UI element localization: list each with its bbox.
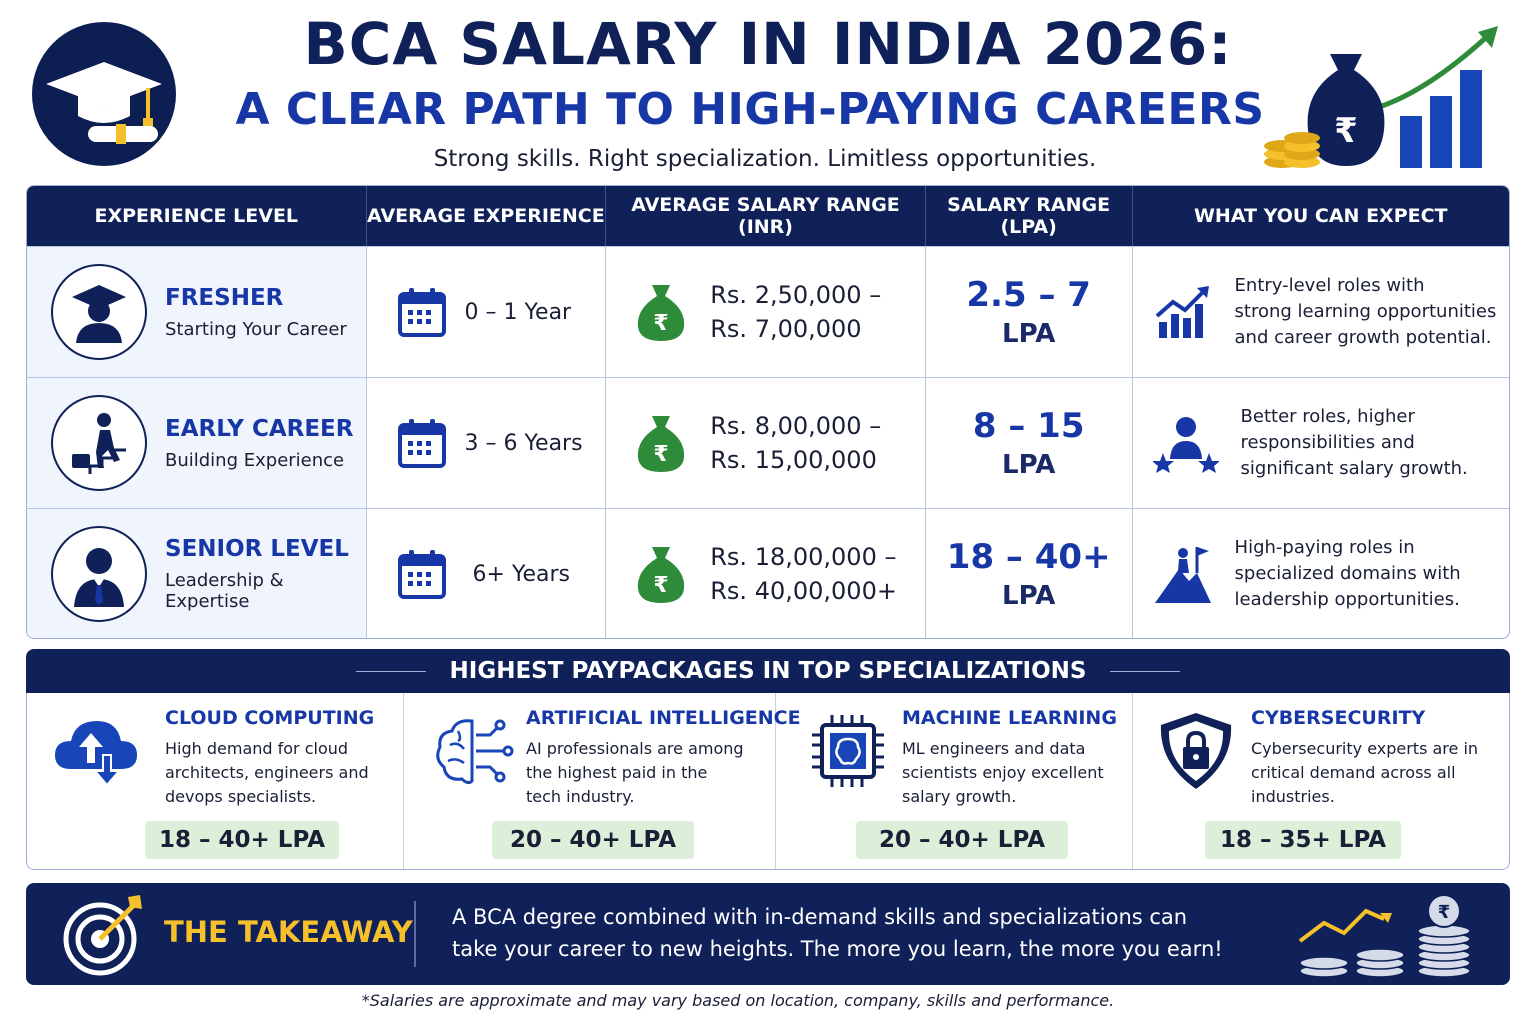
specialization-name: ARTIFICIAL INTELLIGENCE bbox=[526, 707, 801, 729]
table-row bbox=[27, 508, 1509, 639]
specialization-name: CYBERSECURITY bbox=[1251, 707, 1426, 729]
header-divider bbox=[1110, 671, 1180, 672]
page-subtitle-heading: A CLEAR PATH TO HIGH-PAYING CAREERS bbox=[235, 84, 1265, 135]
salary-min: Rs. 8,00,000 – bbox=[710, 412, 882, 440]
chip-brain-icon bbox=[800, 711, 890, 791]
specialization-description: ML engineers and data scientists enjoy excellent salary growth. bbox=[902, 739, 1104, 806]
expect-line: High-paying roles in bbox=[1234, 537, 1415, 558]
takeaway-divider bbox=[414, 901, 416, 967]
cloud-sync-icon bbox=[51, 711, 141, 791]
tagline: Strong skills. Right specialization. Limitless opportunities. bbox=[433, 146, 1097, 172]
climbing-stairs-icon bbox=[64, 408, 134, 478]
salary-max: Rs. 15,00,000 bbox=[710, 446, 877, 474]
salary-pill: 18 – 35+ LPA bbox=[1205, 821, 1401, 859]
salary-max: Rs. 40,00,000+ bbox=[710, 577, 897, 605]
expect-line: strong learning opportunities bbox=[1234, 301, 1497, 322]
lpa-unit: LPA bbox=[1002, 581, 1056, 611]
salary-pill: 20 – 40+ LPA bbox=[856, 821, 1068, 859]
salary-table bbox=[26, 185, 1510, 639]
table-row bbox=[27, 246, 1509, 377]
target-arrow-icon bbox=[60, 891, 146, 977]
level-name: EARLY CAREER bbox=[165, 415, 354, 442]
specialization-name: MACHINE LEARNING bbox=[902, 707, 1117, 729]
svg-text:₹: ₹ bbox=[1334, 111, 1358, 151]
svg-text:₹: ₹ bbox=[653, 442, 669, 467]
column-header-salary-inr: AVERAGE SALARY RANGE (INR) bbox=[606, 186, 926, 246]
lpa-unit: LPA bbox=[1002, 319, 1056, 349]
column-header-what-to-expect: WHAT YOU CAN EXPECT bbox=[1193, 205, 1448, 227]
expect-line: responsibilities and bbox=[1240, 432, 1415, 453]
specialization-card bbox=[404, 693, 801, 869]
expect-line: specialized domains with bbox=[1234, 563, 1461, 584]
specialization-description: High demand for cloud architects, engineers and devops specialists. bbox=[165, 739, 369, 806]
salary-min: Rs. 2,50,000 – bbox=[710, 281, 882, 309]
specialization-description: AI professionals are among the highest paid in the tech industry. bbox=[526, 739, 744, 806]
expect-line: leadership opportunities. bbox=[1234, 589, 1460, 610]
expect-line: Better roles, higher bbox=[1240, 406, 1415, 427]
salary-min: Rs. 18,00,000 – bbox=[710, 543, 897, 571]
money-bag-icon bbox=[634, 412, 688, 474]
level-subtitle: Building Experience bbox=[165, 449, 345, 471]
expect-line: significant salary growth. bbox=[1240, 458, 1468, 479]
level-name: SENIOR LEVEL bbox=[165, 536, 349, 562]
table-header bbox=[27, 186, 1509, 246]
calendar-icon bbox=[397, 286, 447, 338]
takeaway-title: THE TAKEAWAY bbox=[164, 915, 413, 949]
specialization-description: Cybersecurity experts are in critical demand across all industries. bbox=[1251, 739, 1479, 806]
calendar-icon bbox=[397, 417, 447, 469]
level-name: FRESHER bbox=[165, 284, 284, 311]
specializations-title: HIGHEST PAYPACKAGES IN TOP SPECIALIZATIONS bbox=[449, 658, 1087, 684]
svg-text:₹: ₹ bbox=[653, 573, 669, 598]
specialization-card bbox=[27, 693, 404, 869]
calendar-icon bbox=[397, 548, 447, 600]
shield-lock-icon bbox=[1151, 711, 1241, 791]
lpa-unit: LPA bbox=[1002, 450, 1056, 480]
specialization-card bbox=[776, 693, 1133, 869]
level-subtitle: Leadership & Expertise bbox=[165, 570, 284, 612]
person-stars-icon bbox=[1153, 413, 1219, 473]
salary-pill: 20 – 40+ LPA bbox=[492, 821, 694, 859]
takeaway-text: A BCA degree combined with in-demand skills and specializations can take your career to new heights. The more you learn, the more you earn! bbox=[452, 905, 1223, 961]
expect-line: Entry-level roles with bbox=[1234, 275, 1425, 296]
expect-line: and career growth potential. bbox=[1234, 327, 1492, 348]
experience-value: 6+ Years bbox=[472, 561, 571, 587]
column-header-salary-lpa: SALARY RANGE (LPA) bbox=[926, 186, 1133, 246]
lpa-range: 8 – 15 bbox=[972, 406, 1085, 446]
footnote: *Salaries are approximate and may vary based on location, company, skills and performance. bbox=[361, 991, 1115, 1010]
column-header-experience-level: EXPERIENCE LEVEL bbox=[27, 186, 367, 246]
brain-circuit-icon bbox=[428, 711, 518, 791]
lpa-range: 18 – 40+ bbox=[946, 537, 1111, 577]
specialization-name: CLOUD COMPUTING bbox=[165, 707, 375, 729]
growth-chart-icon bbox=[1153, 282, 1213, 342]
svg-text:₹: ₹ bbox=[1437, 902, 1451, 923]
specialization-card bbox=[1133, 693, 1509, 869]
svg-text:₹: ₹ bbox=[653, 311, 669, 336]
coins-growth-icon bbox=[1296, 893, 1492, 979]
graduate-avatar-icon bbox=[64, 277, 134, 347]
money-bag-growth-chart-icon bbox=[1262, 18, 1506, 174]
mountain-flag-icon bbox=[1153, 543, 1213, 605]
salary-pill: 18 – 40+ LPA bbox=[145, 821, 339, 859]
takeaway-banner bbox=[26, 883, 1510, 985]
column-header-average-experience: AVERAGE EXPERIENCE bbox=[367, 186, 607, 246]
executive-avatar-icon bbox=[64, 539, 134, 609]
specializations-panel bbox=[26, 693, 1510, 870]
specializations-header bbox=[26, 649, 1510, 693]
level-subtitle: Starting Your Career bbox=[165, 318, 347, 340]
experience-value: 0 – 1 Year bbox=[464, 299, 572, 325]
money-bag-icon bbox=[634, 543, 688, 605]
table-row bbox=[27, 377, 1509, 508]
header-divider bbox=[356, 671, 426, 672]
money-bag-icon bbox=[634, 281, 688, 343]
experience-value: 3 – 6 Years bbox=[464, 430, 583, 456]
page-title: BCA SALARY IN INDIA 2026: bbox=[303, 10, 1233, 78]
lpa-range: 2.5 – 7 bbox=[966, 275, 1091, 315]
salary-max: Rs. 7,00,000 bbox=[710, 315, 862, 343]
